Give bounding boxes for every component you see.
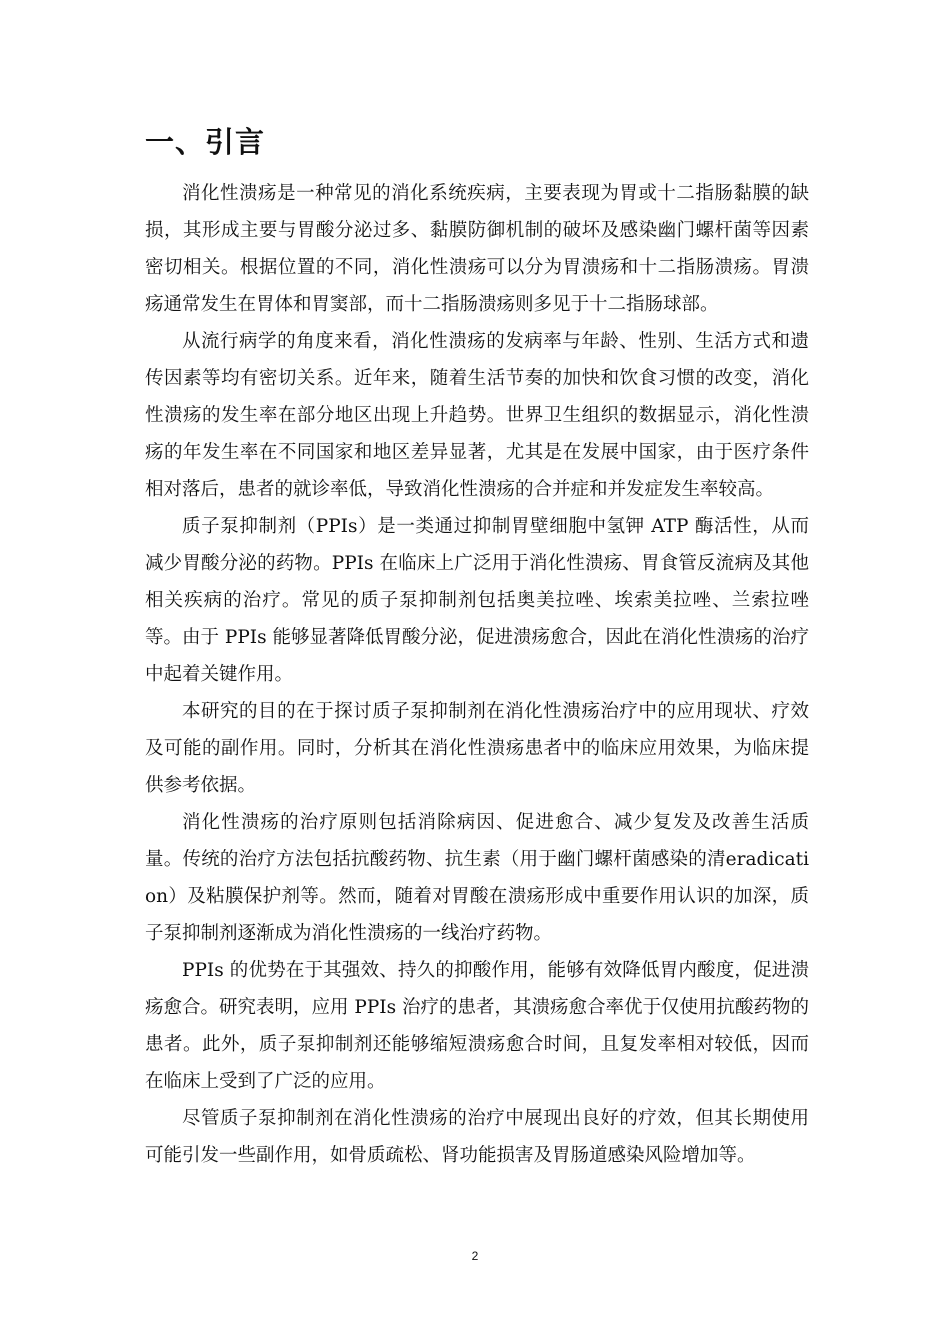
paragraph-side-effects: 尽管质子泵抑制剂在消化性溃疡的治疗中展现出良好的疗效，但其长期使用可能引发一些副作用，如骨质疏松、肾功能损害及胃肠道感染风险增加等。	[145, 1108, 809, 1166]
section-heading: 一、引言	[145, 125, 266, 159]
paragraph-ulcer-definition: 消化性溃疡是一种常见的消化系统疾病，主要表现为胃或十二指肠黏膜的缺损，其形成主要与胃酸分泌过多、黏膜防御机制的破坏及感染幽门螺杆菌等因素密切相关。根据位置的不同，消化性溃疡可以分为胃溃疡和十二指肠溃疡。胃溃疡通常发生在胃体和胃窦部，而十二指肠溃疡则多见于十二指肠球部。	[145, 183, 809, 315]
page-number: 2	[471, 1249, 479, 1263]
paragraph-epidemiology: 从流行病学的角度来看，消化性溃疡的发病率与年龄、性别、生活方式和遗传因素等均有密切关系。近年来，随着生活节奏的加快和饮食习惯的改变，消化性溃疡的发生率在部分地区出现上升趋势。世界卫生组织的数据显示，消化性溃疡的年发生率在不同国家和地区差异显著，尤其是在发展中国家，由于医疗条件相对落后，患者的就诊率低，导致消化性溃疡的合并症和并发症发生率较高。	[145, 331, 809, 500]
body-text	[145, 175, 809, 1174]
paragraph-ppi-introduction: 质子泵抑制剂（PPIs）是一类通过抑制胃壁细胞中氢钾 ATP 酶活性，从而减少胃酸分泌的药物。PPIs 在临床上广泛用于消化性溃疡、胃食管反流病及其他相关疾病的治疗。常见的质子泵抑制剂包括奥美拉唑、埃索美拉唑、兰索拉唑等。由于 PPIs 能够显著降低胃酸分泌，促进溃疡愈合，因此在消化性溃疡的治疗中起着关键作用。	[145, 516, 809, 685]
paragraph-ppi-advantages: PPIs 的优势在于其强效、持久的抑酸作用，能够有效降低胃内酸度，促进溃疡愈合。研究表明，应用 PPIs 治疗的患者，其溃疡愈合率优于仅使用抗酸药物的患者。此外，质子泵抑制剂还能够缩短溃疡愈合时间，且复发率相对较低，因而在临床上受到了广泛的应用。	[145, 960, 809, 1092]
paragraph-treatment-principles: 消化性溃疡的治疗原则包括消除病因、促进愈合、减少复发及改善生活质量。传统的治疗方法包括抗酸药物、抗生素（用于幽门螺杆菌感染的清eradication）及粘膜保护剂等。然而，随着对胃酸在溃疡形成中重要作用认识的加深，质子泵抑制剂逐渐成为消化性溃疡的一线治疗药物。	[145, 812, 809, 944]
paragraph-study-purpose: 本研究的目的在于探讨质子泵抑制剂在消化性溃疡治疗中的应用现状、疗效及可能的副作用。同时，分析其在消化性溃疡患者中的临床应用效果，为临床提供参考依据。	[145, 701, 809, 796]
